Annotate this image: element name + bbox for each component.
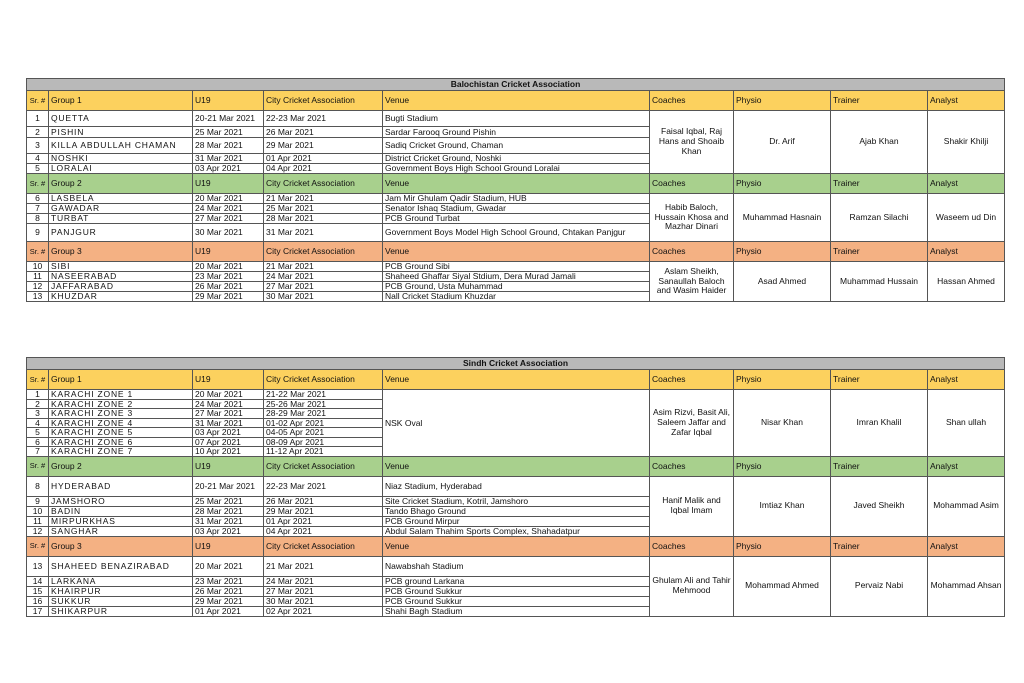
analyst: Hassan Ahmed [928,262,1005,302]
header-physio: Physio [734,174,831,194]
city-association-date: 29 Mar 2021 [264,138,383,154]
city-association-date: 21 Mar 2021 [264,262,383,272]
header-u19: U19 [193,456,264,476]
u19-date: 20 Mar 2021 [193,556,264,576]
header-sr: Sr. # [27,174,49,194]
serial-number: 1 [27,111,49,127]
city-association-date: 29 Mar 2021 [264,506,383,516]
header-analyst: Analyst [928,536,1005,556]
physio: Asad Ahmed [734,262,831,302]
city-association-date: 08-09 Apr 2021 [264,437,383,447]
u19-date: 29 Mar 2021 [193,292,264,302]
group-name: Group 3 [49,536,193,556]
serial-number: 2 [27,399,49,409]
sindh-schedule-table [26,357,1005,617]
u19-date: 23 Mar 2021 [193,576,264,586]
team-name: TURBAT [49,214,193,224]
u19-date: 29 Mar 2021 [193,596,264,606]
team-name: KARACHI ZONE 1 [49,390,193,400]
venue: NSK Oval [383,390,650,457]
physio: Nisar Khan [734,390,831,457]
venue: Shaheed Ghaffar Siyal Stdium, Dera Murad Jamali [383,272,650,282]
header-venue: Venue [383,456,650,476]
u19-date: 26 Mar 2021 [193,586,264,596]
team-name: HYDERABAD [49,476,193,496]
table-row [27,194,1005,204]
serial-number: 16 [27,596,49,606]
city-association-date: 28 Mar 2021 [264,214,383,224]
venue: Nall Cricket Stadium Khuzdar [383,292,650,302]
venue: Government Boys Model High School Ground, Chtakan Panjgur [383,224,650,242]
city-association-date: 26 Mar 2021 [264,127,383,138]
serial-number: 12 [27,282,49,292]
team-name: NOSHKI [49,154,193,164]
group-header-row [27,370,1005,390]
venue: Senator Ishaq Stadium, Gwadar [383,204,650,214]
header-analyst: Analyst [928,174,1005,194]
header-city-association: City Cricket Association [264,91,383,111]
u19-date: 31 Mar 2021 [193,516,264,526]
header-trainer: Trainer [831,91,928,111]
serial-number: 5 [27,428,49,438]
city-association-date: 02 Apr 2021 [264,606,383,616]
header-u19: U19 [193,536,264,556]
city-association-date: 24 Mar 2021 [264,272,383,282]
header-coaches: Coaches [650,456,734,476]
city-association-date: 24 Mar 2021 [264,576,383,586]
u19-date: 03 Apr 2021 [193,164,264,174]
serial-number: 13 [27,556,49,576]
u19-date: 24 Mar 2021 [193,204,264,214]
serial-number: 3 [27,138,49,154]
header-trainer: Trainer [831,174,928,194]
serial-number: 15 [27,586,49,596]
city-association-date: 27 Mar 2021 [264,282,383,292]
u19-date: 20 Mar 2021 [193,390,264,400]
serial-number: 11 [27,516,49,526]
team-name: SHIKARPUR [49,606,193,616]
group-header-row [27,242,1005,262]
venue: Niaz Stadium, Hyderabad [383,476,650,496]
header-trainer: Trainer [831,370,928,390]
serial-number: 4 [27,418,49,428]
serial-number: 13 [27,292,49,302]
u19-date: 28 Mar 2021 [193,138,264,154]
header-trainer: Trainer [831,242,928,262]
group-header-row [27,174,1005,194]
physio: Mohammad Ahmed [734,556,831,616]
team-name: MIRPURKHAS [49,516,193,526]
header-trainer: Trainer [831,456,928,476]
serial-number: 10 [27,262,49,272]
serial-number: 7 [27,447,49,457]
physio: Dr. Arif [734,111,831,174]
section-title: Sindh Cricket Association [27,358,1005,370]
header-physio: Physio [734,242,831,262]
physio: Muhammad Hasnain [734,194,831,242]
team-name: BADIN [49,506,193,516]
header-venue: Venue [383,242,650,262]
city-association-date: 27 Mar 2021 [264,586,383,596]
city-association-date: 21 Mar 2021 [264,556,383,576]
serial-number: 9 [27,496,49,506]
u19-date: 25 Mar 2021 [193,496,264,506]
team-name: KARACHI ZONE 2 [49,399,193,409]
serial-number: 4 [27,154,49,164]
venue: Government Boys High School Ground Loralai [383,164,650,174]
serial-number: 7 [27,204,49,214]
group-header-row [27,456,1005,476]
team-name: QUETTA [49,111,193,127]
header-physio: Physio [734,536,831,556]
section-title-row [27,79,1005,91]
group-name: Group 2 [49,174,193,194]
group-header-row [27,91,1005,111]
u19-date: 30 Mar 2021 [193,224,264,242]
coaches: Faisal Iqbal, Raj Hans and Shoaib Khan [650,111,734,174]
venue: Nawabshah Stadium [383,556,650,576]
city-association-date: 04-05 Apr 2021 [264,428,383,438]
u19-date: 20-21 Mar 2021 [193,476,264,496]
serial-number: 17 [27,606,49,616]
header-venue: Venue [383,370,650,390]
team-name: KARACHI ZONE 4 [49,418,193,428]
serial-number: 6 [27,194,49,204]
group-name: Group 1 [49,91,193,111]
city-association-date: 01 Apr 2021 [264,516,383,526]
venue: PCB Ground Turbat [383,214,650,224]
team-name: SIBI [49,262,193,272]
team-name: KILLA ABDULLAH CHAMAN [49,138,193,154]
city-association-date: 01 Apr 2021 [264,154,383,164]
team-name: SANGHAR [49,526,193,536]
venue: Bugti Stadium [383,111,650,127]
serial-number: 3 [27,409,49,419]
city-association-date: 31 Mar 2021 [264,224,383,242]
header-sr: Sr. # [27,536,49,556]
team-name: JAFFARABAD [49,282,193,292]
coaches: Hanif Malik and Iqbal Imam [650,476,734,536]
header-coaches: Coaches [650,174,734,194]
coaches: Asim Rizvi, Basit Ali, Saleem Jaffar and Zafar Iqbal [650,390,734,457]
venue: District Cricket Ground, Noshki [383,154,650,164]
header-city-association: City Cricket Association [264,370,383,390]
header-coaches: Coaches [650,370,734,390]
u19-date: 07 Apr 2021 [193,437,264,447]
header-analyst: Analyst [928,456,1005,476]
header-sr: Sr. # [27,91,49,111]
u19-date: 23 Mar 2021 [193,272,264,282]
team-name: PANJGUR [49,224,193,242]
section-title-row [27,358,1005,370]
analyst: Waseem ud Din [928,194,1005,242]
venue: Abdul Salam Thahim Sports Complex, Shahadatpur [383,526,650,536]
team-name: JAMSHORO [49,496,193,506]
u19-date: 03 Apr 2021 [193,526,264,536]
city-association-date: 25 Mar 2021 [264,204,383,214]
serial-number: 5 [27,164,49,174]
header-coaches: Coaches [650,242,734,262]
u19-date: 27 Mar 2021 [193,409,264,419]
team-name: KARACHI ZONE 7 [49,447,193,457]
team-name: SUKKUR [49,596,193,606]
team-name: GAWADAR [49,204,193,214]
u19-date: 10 Apr 2021 [193,447,264,457]
u19-date: 31 Mar 2021 [193,154,264,164]
city-association-date: 28-29 Mar 2021 [264,409,383,419]
header-physio: Physio [734,91,831,111]
team-name: LARKANA [49,576,193,586]
header-physio: Physio [734,456,831,476]
u19-date: 28 Mar 2021 [193,506,264,516]
header-sr: Sr. # [27,370,49,390]
venue: PCB Ground Sukkur [383,596,650,606]
city-association-date: 11-12 Apr 2021 [264,447,383,457]
city-association-date: 25-26 Mar 2021 [264,399,383,409]
serial-number: 6 [27,437,49,447]
header-analyst: Analyst [928,370,1005,390]
coaches: Ghulam Ali and Tahir Mehmood [650,556,734,616]
team-name: PISHIN [49,127,193,138]
balochistan-schedule-table [26,78,1005,302]
group-name: Group 3 [49,242,193,262]
header-u19: U19 [193,174,264,194]
city-association-date: 04 Apr 2021 [264,164,383,174]
team-name: LASBELA [49,194,193,204]
city-association-date: 30 Mar 2021 [264,596,383,606]
serial-number: 11 [27,272,49,282]
city-association-date: 01-02 Apr 2021 [264,418,383,428]
venue: Tando Bhago Ground [383,506,650,516]
team-name: SHAHEED BENAZIRABAD [49,556,193,576]
header-sr: Sr. # [27,242,49,262]
team-name: KARACHI ZONE 3 [49,409,193,419]
venue: PCB ground Larkana [383,576,650,586]
venue: Site Cricket Stadium, Kotril, Jamshoro [383,496,650,506]
serial-number: 2 [27,127,49,138]
header-venue: Venue [383,91,650,111]
u19-date: 01 Apr 2021 [193,606,264,616]
header-u19: U19 [193,91,264,111]
u19-date: 31 Mar 2021 [193,418,264,428]
table-row [27,390,1005,400]
venue: Jam Mir Ghulam Qadir Stadium, HUB [383,194,650,204]
coaches: Habib Baloch, Hussain Khosa and Mazhar Dinari [650,194,734,242]
header-analyst: Analyst [928,242,1005,262]
trainer: Muhammad Hussain [831,262,928,302]
venue: PCB Ground Sibi [383,262,650,272]
u19-date: 27 Mar 2021 [193,214,264,224]
analyst: Shan ullah [928,390,1005,457]
header-venue: Venue [383,174,650,194]
header-city-association: City Cricket Association [264,456,383,476]
serial-number: 1 [27,390,49,400]
u19-date: 26 Mar 2021 [193,282,264,292]
header-coaches: Coaches [650,91,734,111]
u19-date: 25 Mar 2021 [193,127,264,138]
physio: Imtiaz Khan [734,476,831,536]
analyst: Mohammad Ahsan [928,556,1005,616]
venue: Sardar Farooq Ground Pishin [383,127,650,138]
team-name: LORALAI [49,164,193,174]
header-physio: Physio [734,370,831,390]
header-analyst: Analyst [928,91,1005,111]
group-name: Group 1 [49,370,193,390]
u19-date: 03 Apr 2021 [193,428,264,438]
analyst: Mohammad Asim [928,476,1005,536]
trainer: Pervaiz Nabi [831,556,928,616]
trainer: Ajab Khan [831,111,928,174]
section-title: Balochistan Cricket Association [27,79,1005,91]
u19-date: 20 Mar 2021 [193,194,264,204]
serial-number: 8 [27,214,49,224]
u19-date: 24 Mar 2021 [193,399,264,409]
venue: Shahi Bagh Stadium [383,606,650,616]
serial-number: 10 [27,506,49,516]
header-city-association: City Cricket Association [264,536,383,556]
header-u19: U19 [193,242,264,262]
venue: PCB Ground Mirpur [383,516,650,526]
header-venue: Venue [383,536,650,556]
table-row [27,111,1005,127]
serial-number: 14 [27,576,49,586]
city-association-date: 22-23 Mar 2021 [264,111,383,127]
u19-date: 20 Mar 2021 [193,262,264,272]
header-sr: Sr. # [27,456,49,476]
serial-number: 9 [27,224,49,242]
table-row [27,556,1005,576]
trainer: Ramzan Silachi [831,194,928,242]
table-row [27,476,1005,496]
coaches: Aslam Sheikh, Sanaullah Baloch and Wasim Haider [650,262,734,302]
header-coaches: Coaches [650,536,734,556]
u19-date: 20-21 Mar 2021 [193,111,264,127]
city-association-date: 21 Mar 2021 [264,194,383,204]
city-association-date: 26 Mar 2021 [264,496,383,506]
trainer: Javed Sheikh [831,476,928,536]
venue: PCB Ground Sukkur [383,586,650,596]
team-name: KARACHI ZONE 5 [49,428,193,438]
header-trainer: Trainer [831,536,928,556]
analyst: Shakir Khilji [928,111,1005,174]
serial-number: 8 [27,476,49,496]
header-u19: U19 [193,370,264,390]
city-association-date: 22-23 Mar 2021 [264,476,383,496]
venue: Sadiq Cricket Ground, Chaman [383,138,650,154]
team-name: KARACHI ZONE 6 [49,437,193,447]
header-city-association: City Cricket Association [264,242,383,262]
city-association-date: 30 Mar 2021 [264,292,383,302]
city-association-date: 04 Apr 2021 [264,526,383,536]
serial-number: 12 [27,526,49,536]
header-city-association: City Cricket Association [264,174,383,194]
group-name: Group 2 [49,456,193,476]
trainer: Imran Khalil [831,390,928,457]
group-header-row [27,536,1005,556]
venue: PCB Ground, Usta Muhammad [383,282,650,292]
team-name: KHAIRPUR [49,586,193,596]
table-row [27,262,1005,272]
team-name: KHUZDAR [49,292,193,302]
city-association-date: 21-22 Mar 2021 [264,390,383,400]
team-name: NASEERABAD [49,272,193,282]
